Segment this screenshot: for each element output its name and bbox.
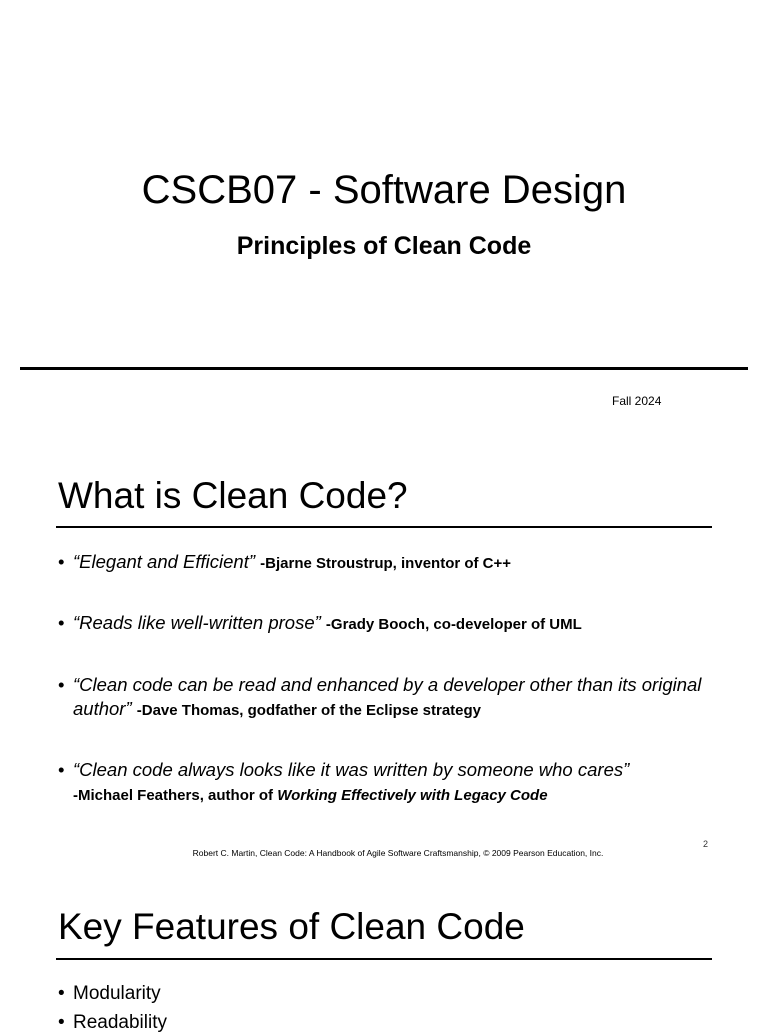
- quote-attribution: -Grady Booch, co-developer of UML: [325, 616, 582, 633]
- quote-attribution: -Dave Thomas, godfather of the Eclipse strategy: [136, 702, 482, 719]
- slide-divider: [20, 367, 748, 370]
- bullet-icon: •: [58, 1012, 65, 1033]
- quote-text: “Elegant and Efficient”: [73, 551, 256, 572]
- bullet-icon: •: [58, 674, 65, 695]
- list-item: [58, 982, 161, 1006]
- quote-text: “Reads like well-written prose”: [73, 612, 321, 633]
- page-number: 2: [703, 839, 709, 849]
- lecture-subtitle: Principles of Clean Code: [236, 232, 532, 260]
- quote-bullet: [58, 758, 738, 808]
- bullet-icon: •: [58, 983, 65, 1004]
- source-citation: Robert C. Martin, Clean Code: A Handbook of Agile Software Craftsmanship, © 2009 Pearson Education, Inc.: [192, 848, 604, 858]
- feature-label: Modularity: [73, 983, 161, 1004]
- quote-bullet: [58, 611, 738, 637]
- heading-underline: [56, 958, 712, 960]
- attribution-prefix: -Michael Feathers, author of: [73, 787, 278, 804]
- bullet-icon: •: [58, 612, 65, 633]
- list-item: [58, 1011, 167, 1035]
- slide-heading: Key Features of Clean Code: [58, 906, 525, 947]
- quote-attribution: -Bjarne Stroustrup, inventor of C++: [260, 555, 512, 572]
- quote-text: “Clean code can be read and enhanced by a developer other than its original author”: [73, 674, 702, 719]
- bullet-icon: •: [58, 759, 65, 780]
- quote-attribution: [73, 787, 548, 804]
- quote-text: “Clean code always looks like it was written by someone who cares”: [73, 759, 630, 780]
- bullet-icon: •: [58, 551, 65, 572]
- term-label: Fall 2024: [612, 394, 662, 408]
- heading-underline: [56, 526, 712, 528]
- quote-bullet: [58, 673, 738, 723]
- course-title: CSCB07 - Software Design: [141, 168, 627, 212]
- book-title: Working Effectively with Legacy Code: [277, 787, 548, 804]
- quote-bullet: [58, 550, 738, 576]
- slide-heading: What is Clean Code?: [58, 475, 408, 516]
- feature-label: Readability: [73, 1012, 167, 1033]
